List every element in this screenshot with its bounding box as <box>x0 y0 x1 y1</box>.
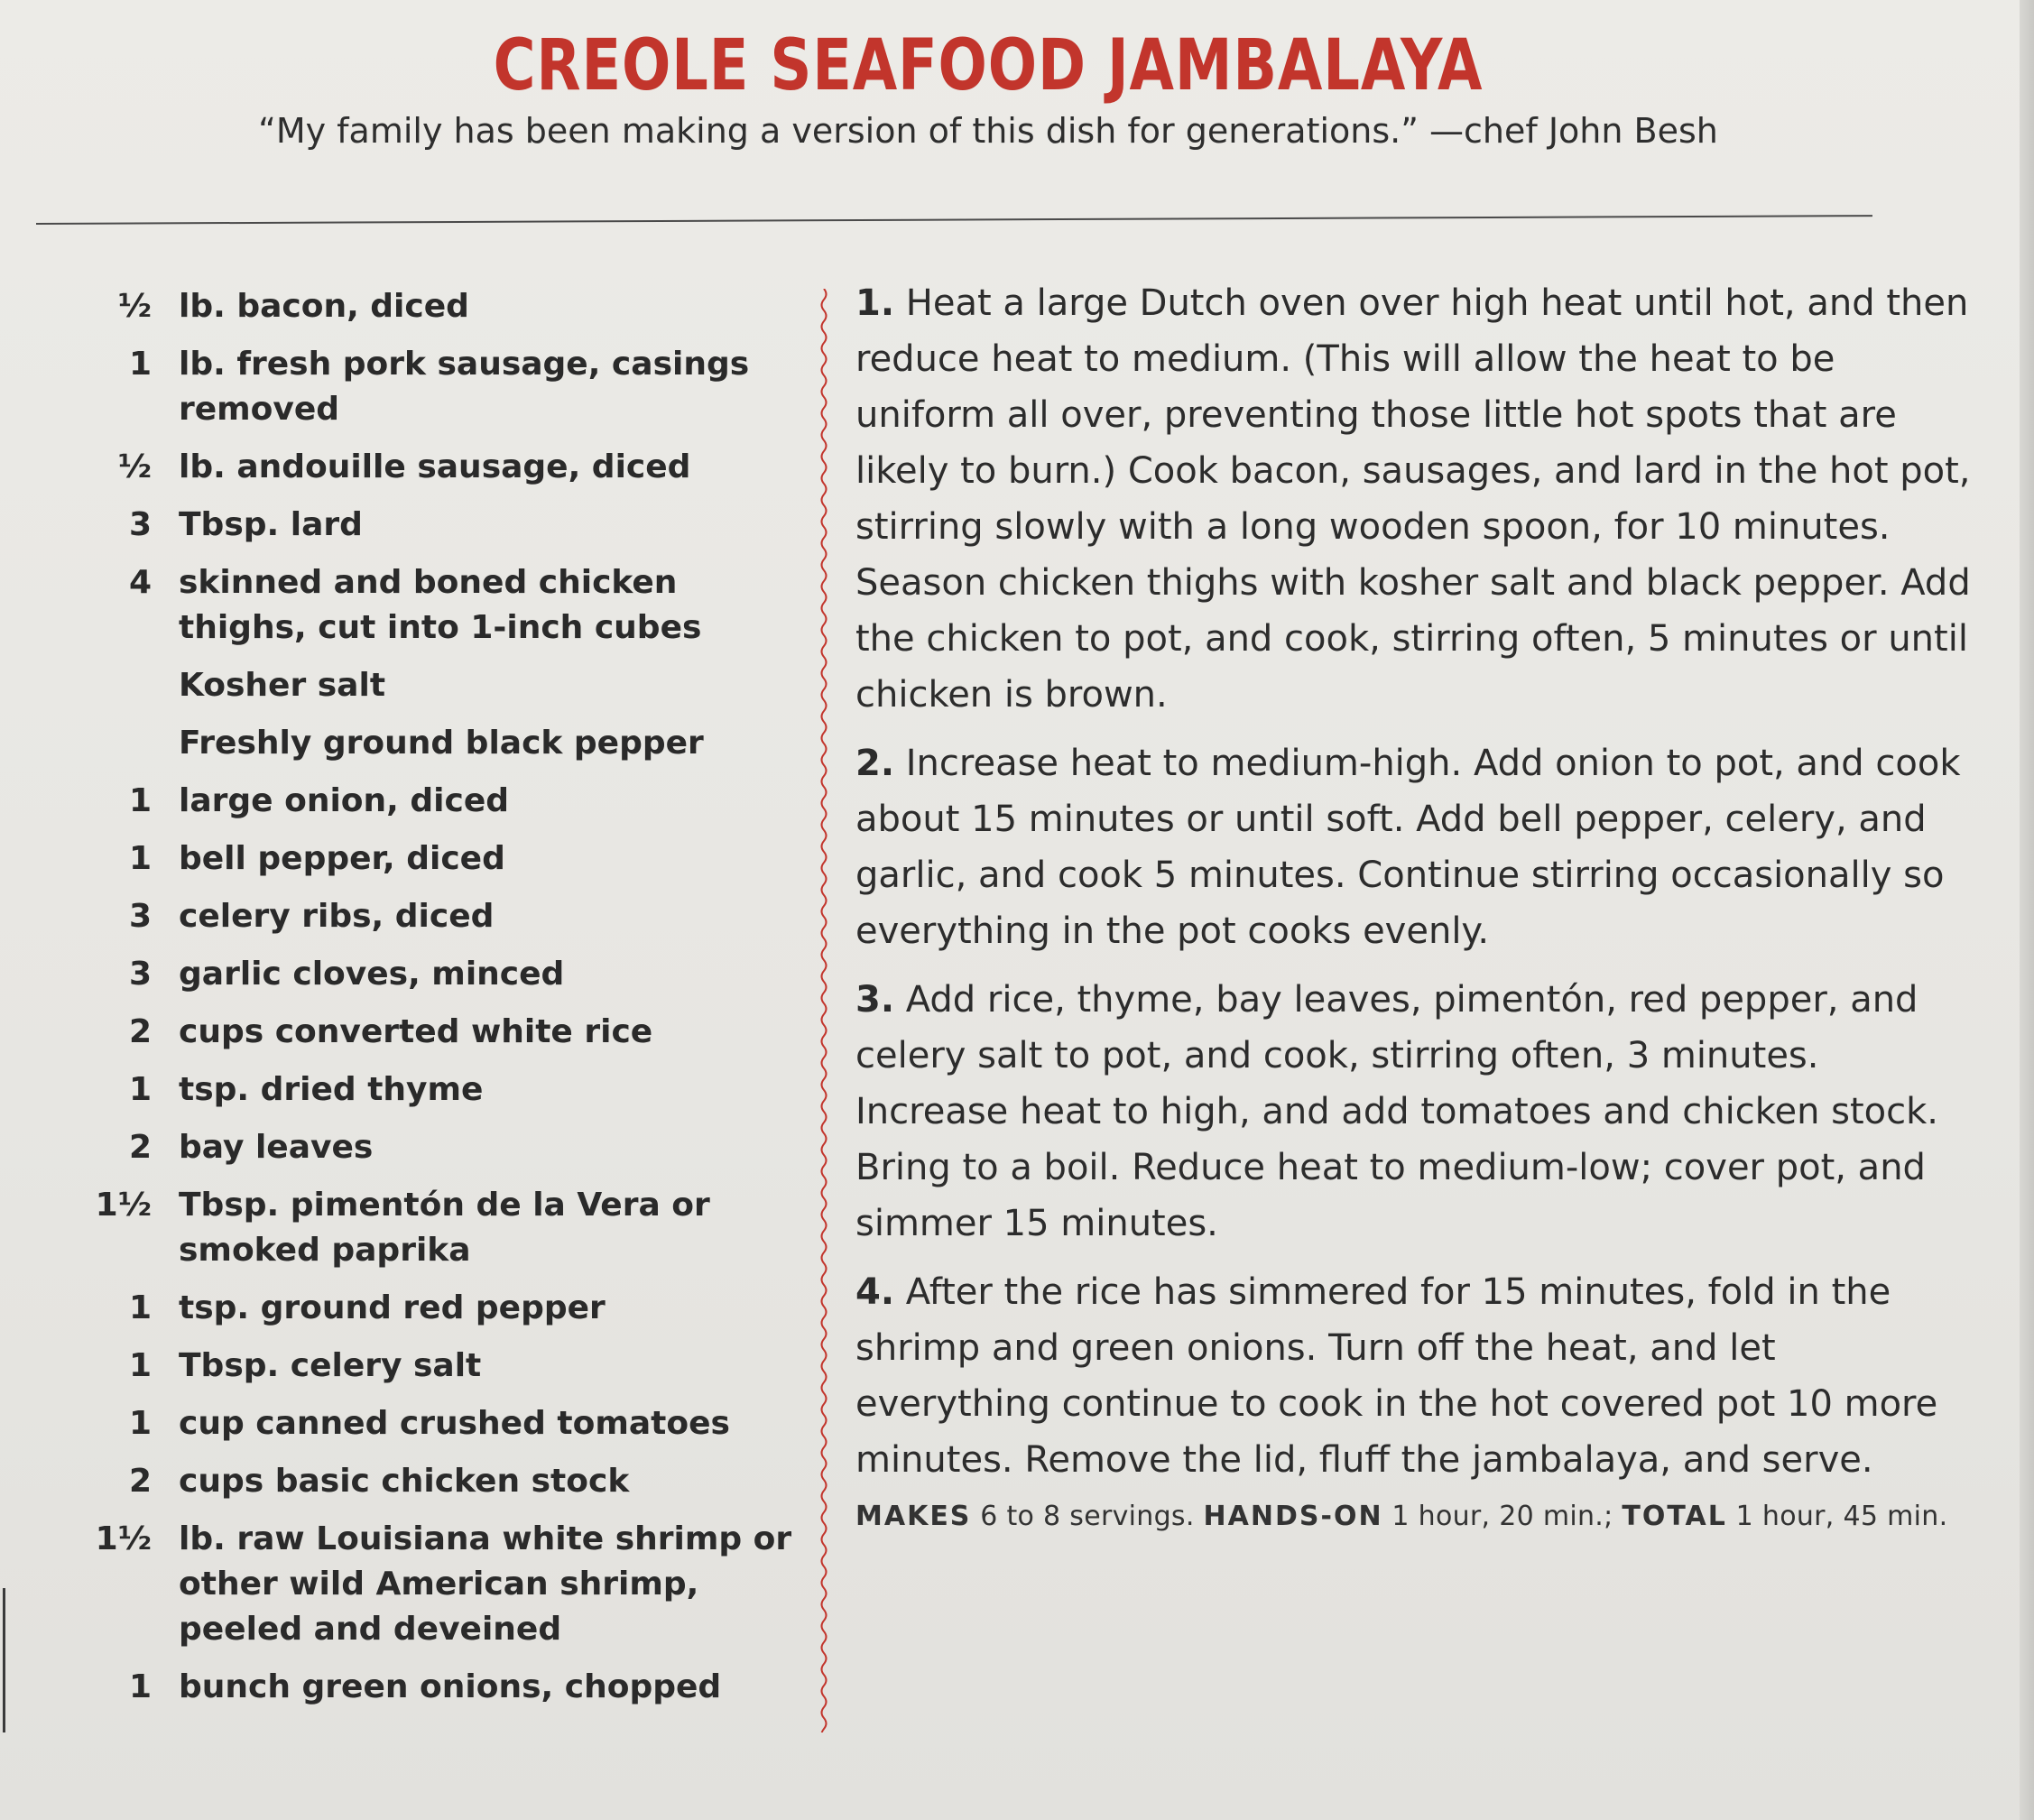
ingredient-item <box>63 952 803 997</box>
ingredient-item <box>63 284 803 329</box>
recipe-title: CREOLE SEAFOOD JAMBALAYA <box>493 25 1484 106</box>
instruction-step <box>855 972 1974 1252</box>
ingredient-quantity: 1 <box>128 346 152 383</box>
ingredient-item <box>63 721 803 766</box>
ingredient-quantity: 1 <box>128 1405 152 1442</box>
ingredient-text: tsp. dried thyme <box>179 1071 484 1108</box>
ingredient-text: large onion, diced <box>179 782 510 819</box>
ingredient-quantity: 2 <box>128 1463 152 1500</box>
ingredient-text: Tbsp. pimentón de la Vera or smoked paprika <box>179 1187 710 1269</box>
ingredient-text: Tbsp. lard <box>179 506 363 543</box>
ingredient-quantity: 4 <box>128 564 152 601</box>
ingredient-quantity: ½ <box>117 288 152 325</box>
ingredient-text: bunch green onions, chopped <box>179 1668 722 1705</box>
ingredient-item <box>63 1665 803 1710</box>
ingredient-item <box>63 894 803 939</box>
ingredient-item <box>63 1517 803 1652</box>
ingredient-quantity: 2 <box>128 1129 152 1166</box>
ingredient-item <box>63 1183 803 1273</box>
page-edge <box>2020 0 2034 1820</box>
step-number: 2. <box>855 743 895 784</box>
recipe-quote: “My family has been making a version of this dish for generations.” —chef John Besh <box>258 111 1718 151</box>
step-text: After the rice has simmered for 15 minutes, fold in the shrimp and green onions. Turn off the heat, and let everything continue to cook in the hot covered pot 10 more minutes. Remove the lid, fluff the jambalaya, and serve. <box>855 1271 1938 1481</box>
makes-value: 6 to 8 servings. <box>980 1501 1195 1532</box>
ingredient-quantity: 1 <box>128 1347 152 1384</box>
step-number: 1. <box>855 282 895 324</box>
ingredient-item <box>63 779 803 824</box>
ingredient-item <box>63 560 803 651</box>
ingredient-text: Kosher salt <box>179 667 386 704</box>
makes-label: MAKES <box>855 1501 972 1532</box>
ingredient-item <box>63 1125 803 1170</box>
ingredient-text: Tbsp. celery salt <box>179 1347 482 1384</box>
ingredient-text: cups converted white rice <box>179 1013 653 1050</box>
ingredient-text: lb. andouille sausage, diced <box>179 448 691 485</box>
page-border-mark <box>3 1588 5 1732</box>
ingredient-item <box>63 1344 803 1389</box>
step-text: Add rice, thyme, bay leaves, pimentón, red pepper, and celery salt to pot, and cook, stirring often, 3 minutes. Increase heat to high, and add tomatoes and chicken stock. Bring to a boil. Reduce heat to medium-low; cover pot, and simmer 15 minutes. <box>855 979 1938 1244</box>
ingredient-quantity: 1 <box>128 1668 152 1705</box>
ingredient-text: garlic cloves, minced <box>179 956 565 993</box>
ingredient-text: lb. raw Louisiana white shrimp or other wild American shrimp, peeled and deveined <box>179 1520 792 1648</box>
handson-label: HANDS-ON <box>1203 1501 1383 1532</box>
ingredient-item <box>63 1459 803 1504</box>
ingredient-text: lb. bacon, diced <box>179 288 469 325</box>
instruction-step <box>855 1264 1974 1488</box>
total-value: 1 hour, 45 min. <box>1735 1501 1948 1532</box>
handson-value: 1 hour, 20 min.; <box>1391 1501 1613 1532</box>
ingredient-text: cups basic chicken stock <box>179 1463 630 1500</box>
step-text: Heat a large Dutch oven over high heat until hot, and then reduce heat to medium. (This will allow the heat to be uniform all over, preventing those little hot spots that are likely to burn.) Cook bacon, sausages, and lard in the hot pot, stirring slowly with a long wooden spoon, for 10 minutes. Season chicken thighs with kosher salt and black pepper. Add the chicken to pot, and cook, stirring often, 5 minutes or until chicken is brown. <box>855 282 1971 716</box>
ingredient-quantity: 1½ <box>95 1187 152 1224</box>
ingredient-text: cup canned crushed tomatoes <box>179 1405 730 1442</box>
ingredient-quantity: 1 <box>128 1071 152 1108</box>
total-label: TOTAL <box>1622 1501 1727 1532</box>
ingredient-item <box>63 445 803 490</box>
ingredient-text: Freshly ground black pepper <box>179 725 704 762</box>
ingredient-text: bay leaves <box>179 1129 374 1166</box>
ingredient-quantity: 1 <box>128 1289 152 1326</box>
ingredient-item <box>63 1286 803 1331</box>
yield-info <box>855 1501 1974 1532</box>
ingredient-quantity: 1 <box>128 782 152 819</box>
ingredient-quantity: 1 <box>128 840 152 877</box>
ingredient-item <box>63 503 803 548</box>
instruction-step <box>855 735 1974 959</box>
ingredient-item <box>63 1010 803 1055</box>
ingredients-list <box>63 284 803 1723</box>
ingredient-quantity: 3 <box>128 898 152 935</box>
ingredient-item <box>63 1067 803 1113</box>
ingredient-item <box>63 342 803 432</box>
ingredient-text: lb. fresh pork sausage, casings removed <box>179 346 750 428</box>
step-text: Increase heat to medium-high. Add onion to pot, and cook about 15 minutes or until soft. Add bell pepper, celery, and garlic, and cook 5 minutes. Continue stirring occasionally so everything in the pot cooks evenly. <box>855 743 1961 952</box>
ingredient-quantity: 1½ <box>95 1520 152 1557</box>
instructions <box>855 275 1974 1532</box>
ingredient-quantity: 2 <box>128 1013 152 1050</box>
step-number: 4. <box>855 1271 895 1313</box>
ingredient-text: skinned and boned chicken thighs, cut into 1-inch cubes <box>179 564 702 646</box>
ingredient-item <box>63 836 803 882</box>
ingredient-item <box>63 1401 803 1446</box>
ingredient-quantity: ½ <box>117 448 152 485</box>
header-rule <box>36 215 1872 225</box>
wavy-divider <box>818 289 830 1732</box>
ingredient-quantity: 3 <box>128 956 152 993</box>
ingredient-text: tsp. ground red pepper <box>179 1289 606 1326</box>
step-number: 3. <box>855 979 895 1021</box>
ingredient-text: bell pepper, diced <box>179 840 505 877</box>
instruction-step <box>855 275 1974 723</box>
ingredient-item <box>63 663 803 708</box>
ingredient-text: celery ribs, diced <box>179 898 495 935</box>
ingredient-quantity: 3 <box>128 506 152 543</box>
